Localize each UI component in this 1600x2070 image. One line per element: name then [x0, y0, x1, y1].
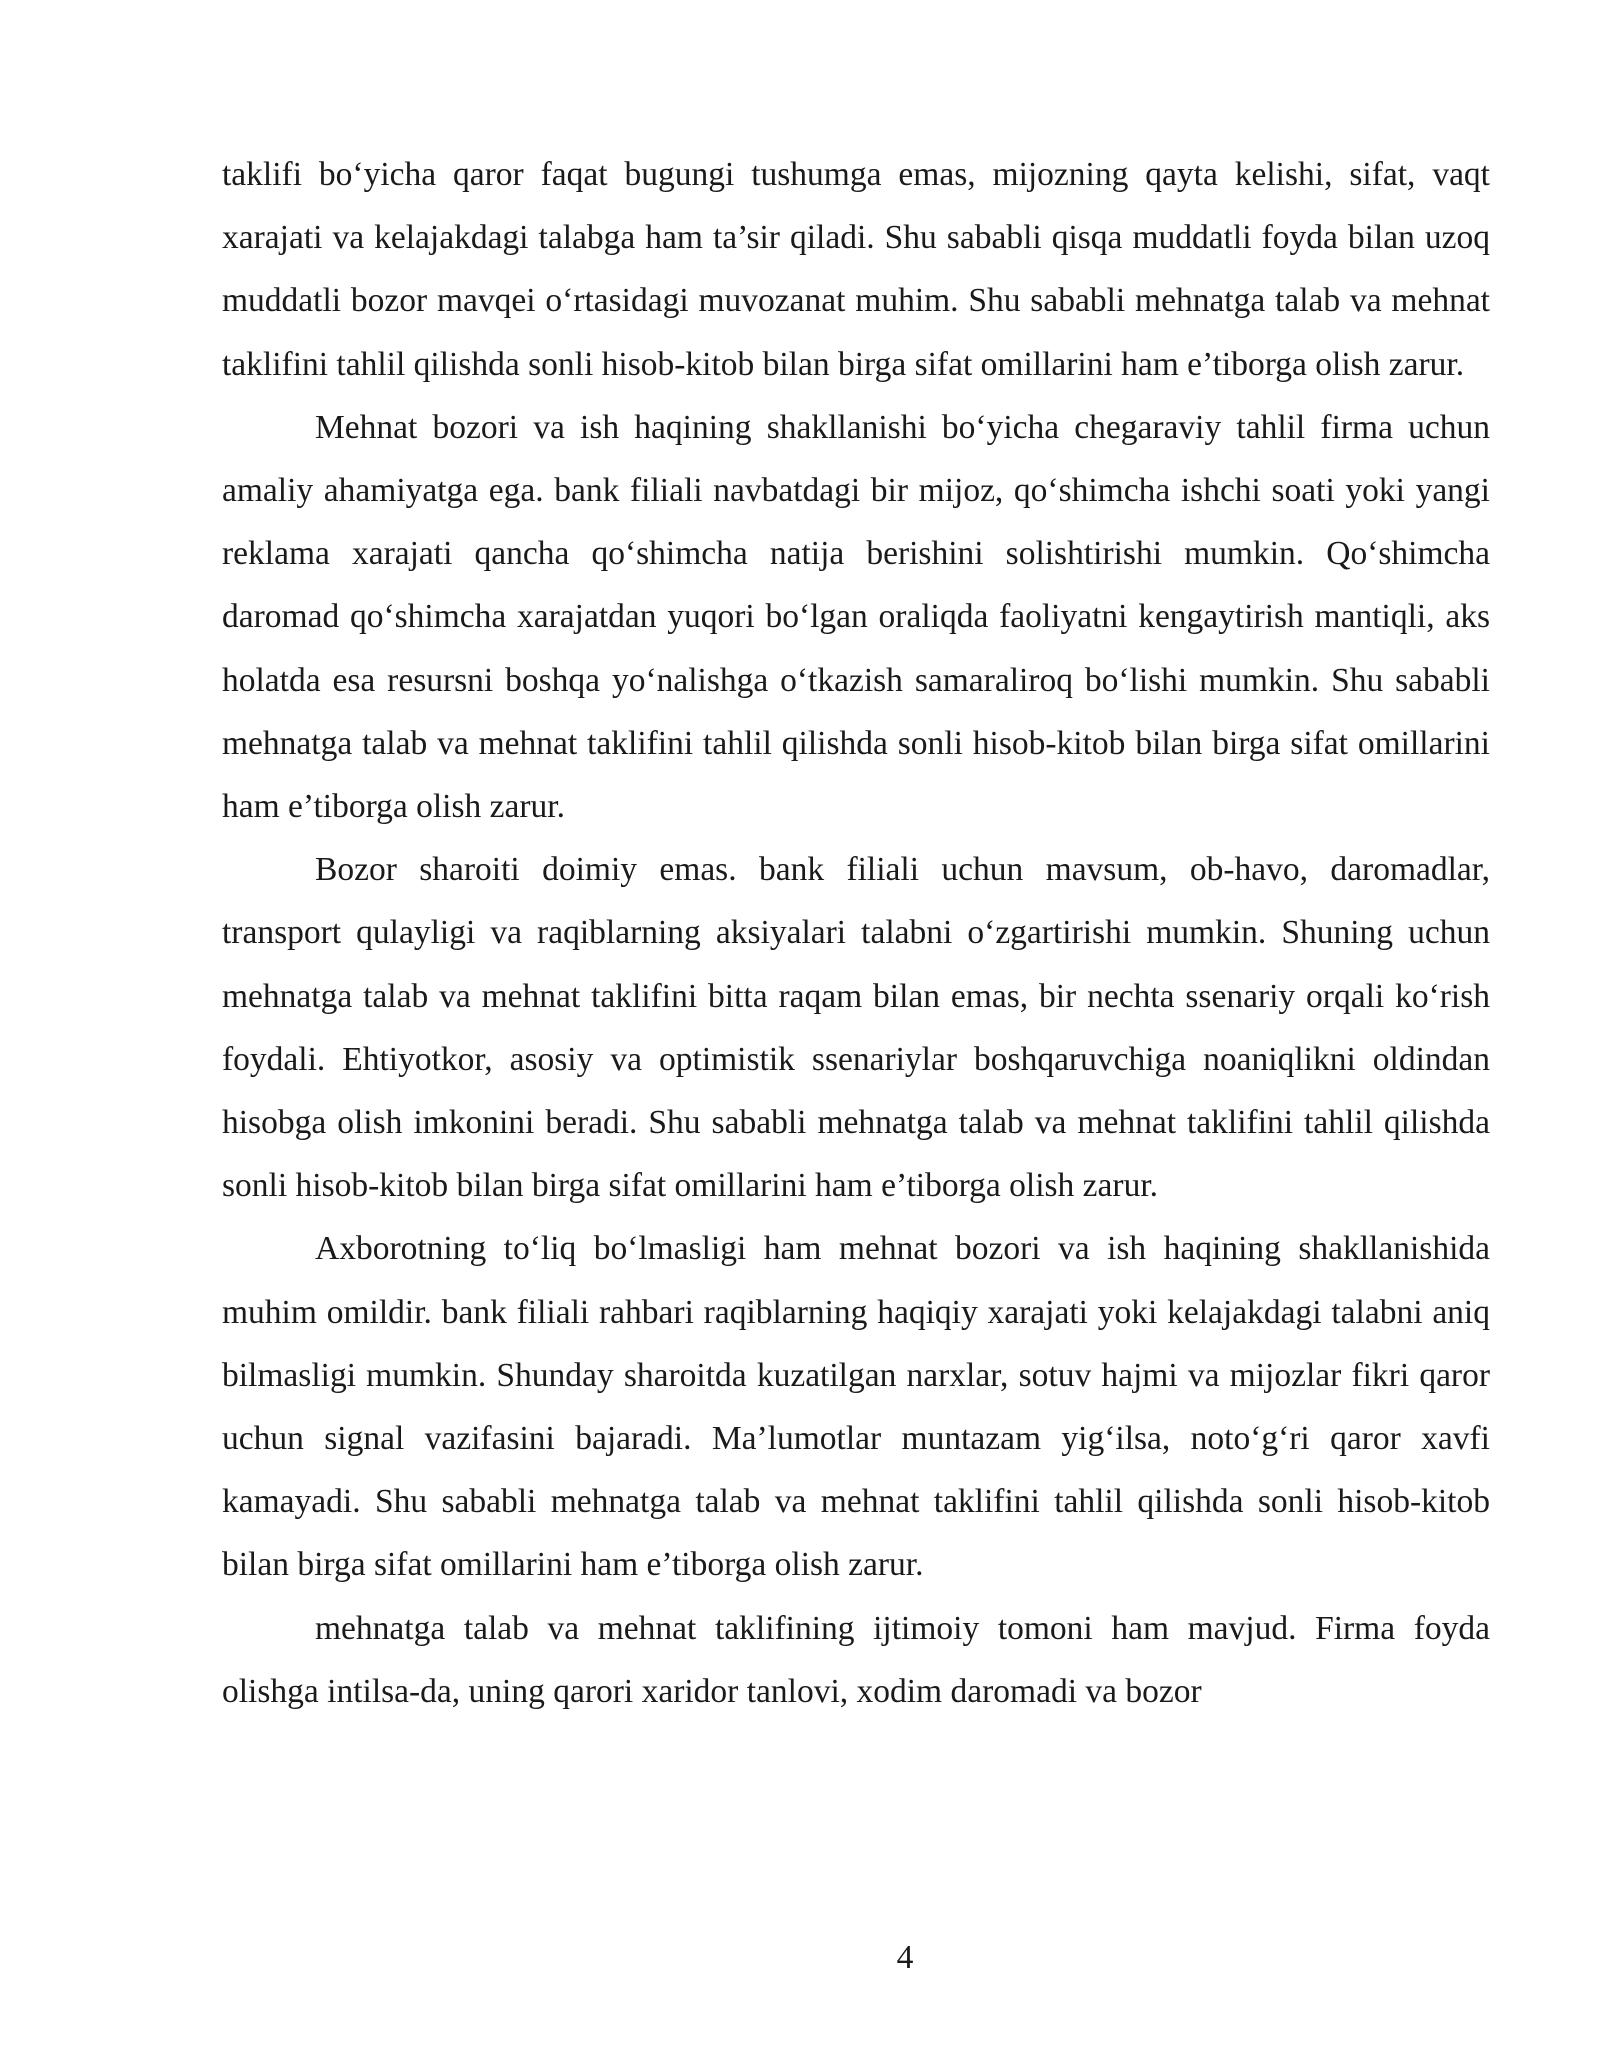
document-page	[222, 143, 1490, 1723]
paragraph-social-aspect: mehnatga talab va mehnat taklifining ijtimoiy tomoni ham mavjud. Firma foyda olishga intilsa-da, uning qarori xaridor tanlovi, xodim daromadi va bozor	[222, 1609, 1490, 1710]
paragraph-incomplete-information: Axborotning to‘liq bo‘lmasligi ham mehnat bozori va ish haqining shakllanishida muhim omildir. bank filiali rahbari raqiblarning haqiqiy xarajati yoki kelajakdagi talabni aniq bilmasligi mumkin. Shunday sharoitda kuzatilgan narxlar, sotuv hajmi va mijozlar fikri qaror uchun signal vazifasini bajaradi. Ma’lumotlar muntazam yig‘ilsa, noto‘g‘ri qaror xavfi kamayadi. Shu sababli mehnatga talab va mehnat taklifini tahlil qilishda sonli hisob-kitob bilan birga sifat omillarini ham e’tiborga olish zarur.	[222, 1230, 1490, 1584]
paragraph-market-conditions: Bozor sharoiti doimiy emas. bank filiali uchun mavsum, ob-havo, daromadlar, transport qulayligi va raqiblarning aksiyalari talabni o‘zgartirishi mumkin. Shuning uchun mehnatga talab va mehnat taklifini bitta raqam bilan emas, bir nechta ssenariy orqali ko‘rish foydali. Ehtiyotkor, asosiy va optimistik ssenariylar boshqaruvchiga noaniqlikni oldindan hisobga olish imkonini beradi. Shu sababli mehnatga talab va mehnat taklifini tahlil qilishda sonli hisob-kitob bilan birga sifat omillarini ham e’tiborga olish zarur.	[222, 851, 1490, 1205]
page-number: 4	[896, 1939, 914, 1976]
paragraph-continuation: taklifi bo‘yicha qaror faqat bugungi tushumga emas, mijozning qayta kelishi, sifat, vaqt xarajati va kelajakdagi talabga ham ta’sir qiladi. Shu sababli qisqa muddatli foyda bilan uzoq muddatli bozor mavqei o‘rtasidagi muvozanat muhim. Shu sababli mehnatga talab va mehnat taklifini tahlil qilishda sonli hisob-kitob bilan birga sifat omillarini ham e’tiborga olish zarur.	[222, 156, 1490, 383]
paragraph-marginal-analysis: Mehnat bozori va ish haqining shakllanishi bo‘yicha chegaraviy tahlil firma uchun amaliy ahamiyatga ega. bank filiali navbatdagi bir mijoz, qo‘shimcha ishchi soati yoki yangi reklama xarajati qancha qo‘shimcha natija berishini solishtirishi mumkin. Qo‘shimcha daromad qo‘shimcha xarajatdan yuqori bo‘lgan oraliqda faoliyatni kengaytirish mantiqli, aks holatda esa resursni boshqa yo‘nalishga o‘tkazish samaraliroq bo‘lishi mumkin. Shu sababli mehnatga talab va mehnat taklifini tahlil qilishda sonli hisob-kitob bilan birga sifat omillarini ham e’tiborga olish zarur.	[222, 408, 1490, 826]
